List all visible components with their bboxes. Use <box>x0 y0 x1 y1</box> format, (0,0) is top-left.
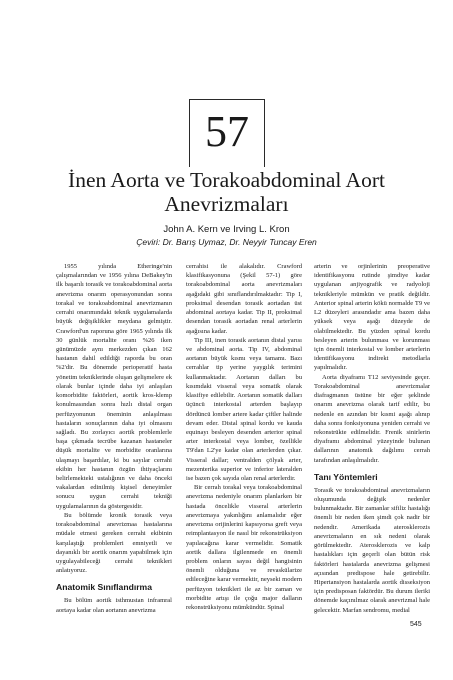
text-column-2 <box>186 262 302 612</box>
paragraph: Torasik ve torakoabdominal anevrizmaların oluşumunda değişik nedenler bulunmaktadır. Bir zamanlar sifiliz hastalığı önemli bir neden iken şimdi çok nadir bir nedendir. Amerikada aterosklerozis anevrizmaların en sık nedeni olarak görülmektedir. Aterosklerozis ve kalp hastalıkları için geçerli olan bütün risk faktörleri hastalarda anevrizma gelişmesi açısından predispose hale getirebilir. Hipertansiyon hastalarda aortik disseksiyon için predisposan faktördür. Bu durum ileriki dönemde kaçınılmaz olarak anevrizmal hale gelecektir. Marfan sendromu, medial <box>314 486 430 614</box>
paragraph: Bir cerrah torakal veya torakoabdominal anevrizma nedeniyle onarım planlarken bir hastada öncelikle visseral arterlerin anevrizmaya yakınlığını anlamalıdır eğer anevrizma orijinlerini kapsıyorsa greft veya reimplantasyon ile nasıl bir rekonstrüksiyon yapılacağına karar vermelidir. Somatik aortik dallara ilgilenmede en önemli problem onların sayısı değil hangisinin önemli olduğuna ve revaskülarize edileceğine karar vermektir, neyseki modern perfüzyon teknikleri ile az bir zaman ve morbidite artışı ile çoğu major dalların rekonstrüksiyonu mümkündür. Spinal <box>186 484 302 612</box>
authors: John A. Kern ve Irving L. Kron <box>163 224 290 235</box>
paragraph: Bu bölüm aortik isthmustan inframral aortaya kadar olan aortanın anevrizma <box>56 597 172 614</box>
paragraph: 1955 yılında Etheringe'nin çalışmalarından ve 1956 yılına DeBakey'in ilk başarılı torasik ve torakoabdominal aorta anevrizma onarım operasyonundan sonra torakal ve torakoabdominal anevrizmanın cerrahi onarımındaki teknik uygulamalarda büyük değişiklikler meydana gelmiştir. Crawford'un raporuna göre 1965 yılında ilk 30 günlük mortalite oranı %26 iken günümüzde aynı merkezden çıkan 162 hastanın dahil edildiği raporda bu oran %2'dir. Bu dönemde perioperatif hasta yönetim tekniklerinde oluşan gelişmelere ek olarak bunlar içinde daha iyi anlaşılan komorbidite faktörleri, aortik kros-klemp konulmasından sonra hızlı distal organ perfüzyonunun öneminin anlaşılması hastaların sonuçlarının daha iyi olmasını sağladı. Bu zorlayıcı aortik problemlerle başa çıkmada tecrübe kazanan hastaneler düşük mortalite ve morbidite oranlarına ulaşmayı başardılar, ki bu sayılar cerrahi ekibin her hastanın özgün ihtiyaçlarını belirlemekteki ustalığının ve daha önceki vakalardan edinilmiş kişisel deneyimler sonucu uygun cerrahi tekniği uygulamalarının da göstergesidir. <box>56 263 172 510</box>
chapter-title-line2: Anevrizmaları <box>164 192 289 216</box>
paragraph: Aorta diyaframı T12 seviyesinde geçer. Torakoabdominal anevrizmalar diafragmanın üstüne bir eğer şeklinde onarım anevrizma olarak tarif edilir, bu nedenle en azından bir kısmi aşağı alınıp daha sonra fonksiyonuna yeniden cerrahi ve rekonstrükte edilmelidir. Frenik sinirlerin diyaframı abdominal yüzeyinde bulunan dallarının anatomik dağılımı cerrah tarafından anlaşılmalıdır. <box>314 373 430 464</box>
section-heading: Tanı Yöntemleri <box>314 471 378 482</box>
translators: Çeviri: Dr. Barış Uymaz, Dr. Neyyir Tuncay Eren <box>136 237 317 247</box>
chapter-title-line1: İnen Aorta ve Torakoabdominal Aort <box>68 168 385 192</box>
page-number: 545 <box>410 621 422 628</box>
text-column-1 <box>56 262 172 615</box>
section-heading: Anatomik Sınıflandırma <box>56 582 152 593</box>
chapter-number: 57 <box>205 107 249 156</box>
paragraph: arterin ve orjinlerinin preoperative identifikasyonu rutinde şimdiye kadar uygulanan anjiyografik ve radyoloji teknikleriyle mümkün ve pratik değildir. Anterior spinal arterin kökü normalde T9 ve L2 düzeyleri arasındadır ama bazen daha yüksek veya aşağı düzeyde de olabilmektedir. Bu yüzden spinal kordu besleyen arterin bulunması ve korunması için önemli interkostal ve lomber arterlerin identifikasyonu indirekt metodlarla yapılmalıdır. <box>314 263 430 372</box>
paragraph: Tip III, inen torasik aortanın distal yarısı ve abdominal aorta. Tip IV, abdominal aortanın büyük kısmı veya tamamı. Bazı cerrahlar tip yerine yaygılık terimini kullanmaktadır. Aortanın dalları bu kısımdaki visseral veya somatik olarak klasifiye edilebilir. Aortanın somatik dalları üçüncü interkostal arterden başlayıp dördüncü lomber artere kadar çiftler halinde devam eder. Distal spinal kordu ve kauda equinayı besleyen desenden arterior spinal arter interkostal veya lomber, özellikle T9'dan L2'ye kadar olan arterlerden çıkar. Visseral dallar; ventralden çölyak arter, mezenterika superior ve inferior lateralden ise bazen çok sayıda olan renal arterlerdir. <box>186 336 302 483</box>
chapter-number-box <box>189 99 265 167</box>
paragraph: cerrahisi ile alakalıdır. Crawford klasifikasyonuna (Şekil 57-1) göre torakoabdominal aorta anevrizmaları aşağıdaki gibi sınıflandırılmaktadır: Tip I, proksimal desendan torasik aortadan üst abdominal aortaya kadar. Tip II, proksimal desendan torasik aortadan renal arterlerin aşağısına kadar. <box>186 263 302 335</box>
paragraph: Bu bölümde kronik torasik veya torakoabdominal anevrizmaa hastalarına müdale etmesi gereken cerrahi ekibinin karşılaştığı problemleri emniyetli ve dayanıklı bir aortik onarım yapabilmek için uygulayabileceği cerrahi teknikleri anlatıyoruz. <box>56 511 172 575</box>
text-column-3 <box>314 262 430 615</box>
